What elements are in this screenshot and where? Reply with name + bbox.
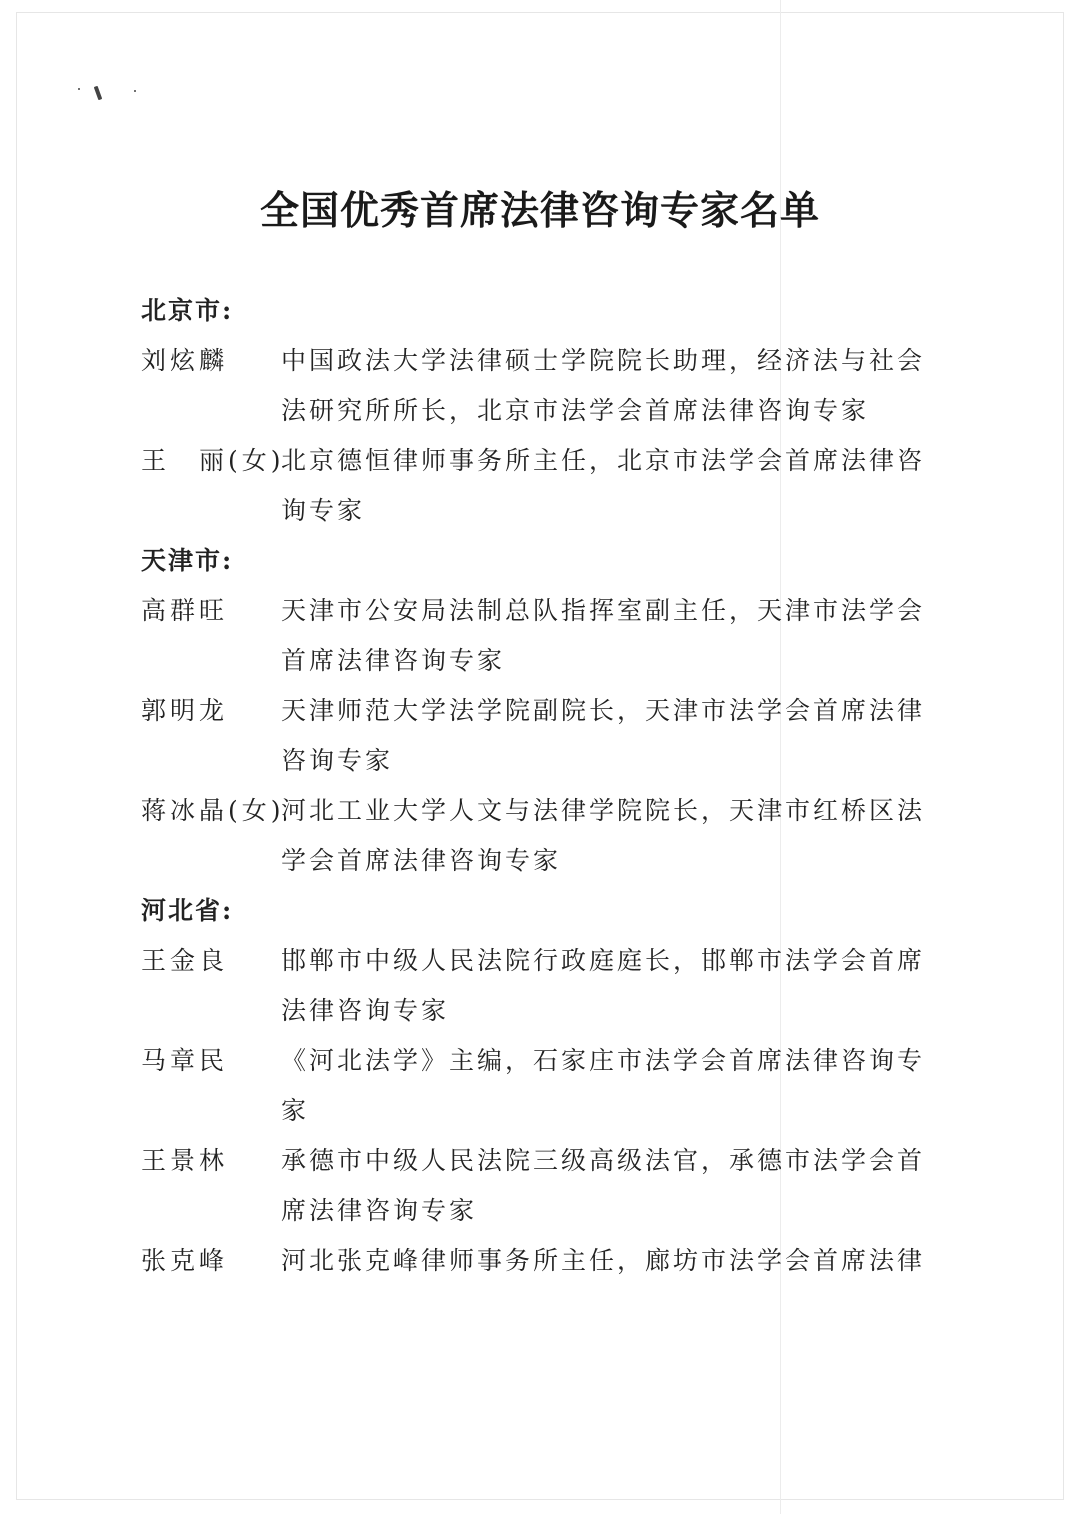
- expert-description: 天津师范大学法学院副院长，天津市法学会首席法律咨询专家: [281, 696, 926, 775]
- expert-name: 郭明龙: [141, 696, 229, 725]
- list-item: [141, 336, 951, 436]
- section-title: 天津市:: [141, 546, 234, 575]
- expert-name: 张克峰: [141, 1246, 229, 1275]
- expert-name: 王景林: [141, 1146, 229, 1175]
- list-item: [141, 1136, 951, 1236]
- list-item: [141, 686, 951, 786]
- list-item: [141, 1236, 951, 1286]
- expert-name: 高群旺: [141, 596, 229, 625]
- expert-description: 中国政法大学法律硕士学院院长助理，经济法与社会法研究所所长，北京市法学会首席法律咨询专家: [281, 346, 926, 425]
- expert-description: 《河北法学》主编，石家庄市法学会首席法律咨询专家: [281, 1046, 926, 1125]
- list-item: [141, 936, 951, 1036]
- expert-description: 北京德恒律师事务所主任，北京市法学会首席法律咨询专家: [281, 446, 926, 525]
- expert-name: 王 丽(女): [141, 446, 285, 475]
- section-hebei: [141, 886, 951, 1286]
- section-title: 北京市:: [141, 296, 234, 325]
- expert-name: 王金良: [141, 946, 229, 975]
- expert-description: 天津市公安局法制总队指挥室副主任，天津市法学会首席法律咨询专家: [281, 596, 926, 675]
- list-item: [141, 436, 951, 536]
- list-item: [141, 786, 951, 886]
- list-item: [141, 1036, 951, 1136]
- page-title: 全国优秀首席法律咨询专家名单: [259, 188, 820, 234]
- section-title: 河北省:: [141, 896, 234, 925]
- expert-name: 蒋冰晶(女): [141, 796, 285, 825]
- expert-name: 刘炫麟: [141, 346, 229, 375]
- scan-speck: [78, 88, 80, 90]
- section-beijing: [141, 286, 951, 536]
- expert-description: 邯郸市中级人民法院行政庭庭长，邯郸市法学会首席法律咨询专家: [281, 946, 926, 1025]
- section-tianjin: [141, 536, 951, 886]
- expert-name: 马章民: [141, 1046, 229, 1075]
- expert-description: 承德市中级人民法院三级高级法官，承德市法学会首席法律咨询专家: [281, 1146, 926, 1225]
- scan-speck: [134, 90, 136, 92]
- list-item: [141, 586, 951, 686]
- expert-description: 河北张克峰律师事务所主任，廊坊市法学会首席法律: [281, 1246, 926, 1275]
- expert-list: [141, 286, 951, 1286]
- expert-description: 河北工业大学人文与法律学院院长，天津市红桥区法学会首席法律咨询专家: [281, 796, 926, 875]
